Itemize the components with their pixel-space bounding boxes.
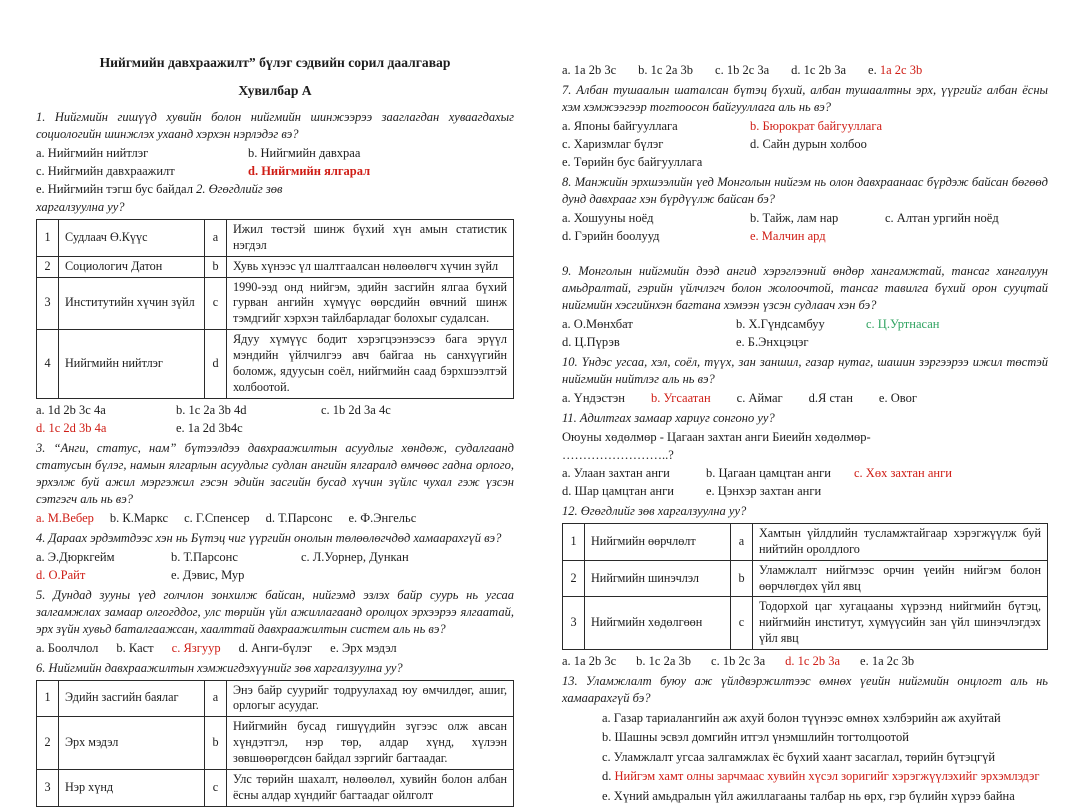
question-8-options-row-1 <box>562 210 1048 227</box>
question-8-option-c: c. Алтан ургийн ноёд <box>885 211 999 225</box>
table-row <box>563 524 1048 561</box>
row-term: Институтийн хүчин зүйл <box>59 277 205 330</box>
row-term: Нийгмийн нийтлэг <box>59 330 205 398</box>
question-6-answer-e-answer <box>868 62 922 79</box>
question-9-option-c-answer: c. Ц.Уртнасан <box>866 317 940 331</box>
question-1-stem: 1. Нийгмийн гишүүд хувийн болон нийгмийн шинжээрээ зааглагдан хуваагдахыг социологийн шинжлэх ухаанд хэрхэн нэрлэдэг вэ? <box>36 109 514 141</box>
question-12-matching-table <box>562 523 1048 650</box>
question-8-option-e-answer: e. Малчин ард <box>750 229 826 243</box>
row-description: Тодорхой цаг хугацааны хүрээнд нийгмийн бүтэц, нийгмийн институт, хүмүүсийн зан үйл шинэчлэгдэх үйл явц <box>753 597 1048 650</box>
row-term: Нийгмийн хөдөлгөөн <box>585 597 731 650</box>
left-column <box>36 54 514 810</box>
row-description: 1990-ээд онд нийгэм, эдийн засгийн ялгаа бүхий гурван ангийн хүмүүс өөрсдийн өвчний шинж тэмдгийг хэрхэн тайлбарладаг болохыг судалсан. <box>227 277 514 330</box>
question-5-option-a: a. Боолчлол <box>36 640 99 655</box>
question-1-option-d-answer: d. Нийгмийн ялгарал <box>248 163 371 178</box>
table-row <box>37 256 514 277</box>
question-2-answer-b: b. 1c 2a 3b 4d <box>176 402 247 417</box>
question-9-options-row-2 <box>562 334 1048 351</box>
row-term: Социологич Датон <box>59 256 205 277</box>
row-letter: b <box>205 256 227 277</box>
question-2-stem-inline: 2. Өгөгдлийг зөв <box>196 181 283 196</box>
question-9-option-b: b. Х.Гүндсамбуу <box>736 317 825 331</box>
question-13-option-e: e. Хүний амьдралын үйл ажиллагааны талбар нь өрх, гэр бүлийн хүрээ байна <box>602 788 1015 803</box>
question-6-answer-a: a. 1a 2b 3c <box>562 63 617 77</box>
question-2-answer-d-answer: d. 1c 2d 3b 4a <box>36 420 107 435</box>
question-9-options-row-1 <box>562 316 1048 333</box>
question-9-option-a: a. О.Мөнхбат <box>562 317 633 331</box>
question-4-stem: 4. Дараах эрдэмтдээс хэн нь Бүтэц чиг үүргийн онолын төлөөлөгчдөд хамаарахгүй вэ? <box>36 530 502 545</box>
row-term: Нэр хүнд <box>59 769 205 806</box>
row-number: 3 <box>37 277 59 330</box>
row-term: Нийгмийн шинэчлэл <box>585 560 731 597</box>
question-4-option-a: a. Э.Дюркгейм <box>36 549 115 564</box>
row-description: Уламжлалт нийгмээс орчин үеийн нийгэм болон өөрчлөгдөх үйл явц <box>753 560 1048 597</box>
question-5-options <box>36 640 514 657</box>
question-1-option-c: c. Нийгмийн давхраажилт <box>36 163 175 178</box>
question-12-answer-a: a. 1a 2b 3c <box>562 654 617 669</box>
question-1-options-row-2 <box>36 163 514 180</box>
row-number: 2 <box>37 256 59 277</box>
question-2-answer-a: a. 1d 2b 3c 4a <box>36 402 106 417</box>
question-1-option-e: e. Нийгмийн тэгш бус байдал <box>36 181 193 196</box>
question-2-answer-c: c. 1b 2d 3a 4c <box>321 402 391 417</box>
variant-label: Хувилбар А <box>238 83 312 99</box>
question-4-option-d-answer: d. О.Райт <box>36 567 86 582</box>
question-8-option-d: d. Гэрийн боолууд <box>562 229 660 243</box>
question-1-options-row-1 <box>36 145 514 162</box>
question-12-answer-e: e. 1a 2c 3b <box>860 654 915 669</box>
question-6-matching-table <box>36 680 514 807</box>
question-10-stem: 10. Үндэс угсаа, хэл, соёл, түүх, зан заншил, газар нутаг, шашин зэргээрээ ижил төстэй нийгмийн нийтлэг аль нь вэ? <box>562 355 1048 386</box>
table-row <box>37 717 514 770</box>
question-5-option-d: d. Анги-бүлэг <box>238 640 313 655</box>
row-description: Хамтын үйлдлийн тусламжтайгаар хэрэгжүүлж буй нийтийн оролдлого <box>753 524 1048 561</box>
question-12-stem: 12. Өгөгдлийг зөв харгалзуулна уу? <box>562 504 747 518</box>
question-1-options-row-3 <box>36 181 514 198</box>
question-7-option-c: c. Харизмлаг бүлэг <box>562 137 664 151</box>
question-3-option-d: d. Т.Парсонс <box>265 510 333 525</box>
row-letter: a <box>205 680 227 717</box>
row-number: 2 <box>37 717 59 770</box>
question-7-options-row-3 <box>562 154 1048 171</box>
question-12-answer-d-answer: d. 1c 2b 3a <box>785 654 841 669</box>
question-6-answer-b: b. 1c 2a 3b <box>638 63 694 77</box>
question-10-option-b-answer: b. Угсаатан <box>650 391 711 405</box>
row-letter: c <box>731 597 753 650</box>
question-13-stem: 13. Уламжлалт буюу аж үйлдвэржилтээс өмнөх үеийн нийгмийн онцлогт аль нь хамаарахгүй бэ? <box>562 674 1048 706</box>
question-7-options-row-2 <box>562 136 1048 153</box>
question-10-option-e: e. Овог <box>878 391 917 405</box>
question-8-options-row-2 <box>562 228 1048 245</box>
row-number: 2 <box>563 560 585 597</box>
question-10-option-d: d.Я стан <box>808 391 853 405</box>
answer-e-prefix: e. <box>868 63 877 77</box>
row-letter: b <box>205 717 227 770</box>
question-4-option-c: c. Л.Уорнер, Дункан <box>301 549 409 564</box>
question-13-option-d-answer <box>602 768 1048 785</box>
question-11-option-a: a. Улаан захтан анги <box>562 466 670 480</box>
row-letter: c <box>205 769 227 806</box>
row-number: 1 <box>37 680 59 717</box>
row-description: Ядуу хүмүүс бодит хэрэгцээнээсээ бага эрүүл мэндийн үйлчилгээ авч байгаа нь санхүүгийн боломж, ядуусын соёл, нийгмийн саад бэрхшээлтэй холбоотой. <box>227 330 514 398</box>
table-row <box>37 277 514 330</box>
row-term: Судлаач Ө.Күүс <box>59 219 205 256</box>
question-3-stem: 3. “Анги, статус, нам” бүтээлдээ давхраажилтын асуудлыг хөндөж, судалгаанд статусын бүлэг, намын ялгарлын асуудлыг судлан ангийн ялгаралд өмчөөс гадна орлого, эрхэлж буй ажил мэргэжил гэсэн эдийн засгийн бусад хүчин зүйлс чухал гэж үзсэн сэтгэгч аль нь вэ? <box>36 440 514 506</box>
question-8-option-a: a. Хошууны ноёд <box>562 211 654 225</box>
question-8-stem: 8. Манжийн эрхшээлийн үед Монголын нийгэм нь олон давхраанаас бүрдэж байсан бөгөөд дунд давхрааг хэн бүрдүүлж байсан бэ? <box>562 175 1048 206</box>
question-10-option-a: a. Үндэстэн <box>562 391 625 405</box>
question-3-option-e: e. Ф.Энгельс <box>348 510 417 525</box>
question-5-option-b: b. Каст <box>116 640 154 655</box>
question-3-option-b: b. К.Маркс <box>109 510 169 525</box>
question-7-stem: 7. Албан тушаалын шаталсан бүтэц бүхий, албан тушаалтны эрх, үүргийг албан ёсны хэм хэмжээгээр тогтоосон байгууллага аль нь вэ? <box>562 83 1048 114</box>
question-2-stem-continued: харгалзуулна уу? <box>36 199 125 214</box>
option-d-text: Нийгэм хамт олны зарчмаас хувийн хүсэл зоригийг хэрэгжүүлэхийг эрхэмлэдэг <box>614 769 1040 784</box>
row-letter: a <box>731 524 753 561</box>
question-4-option-e: e. Дэвис, Мур <box>171 567 245 582</box>
question-1-option-b: b. Нийгмийн давхраа <box>248 145 361 160</box>
question-2-answers-row-1 <box>36 402 514 419</box>
question-2-matching-table <box>36 219 514 399</box>
row-description: Улс төрийн шахалт, нөлөөлөл, хувийн болон албан ёсны алдар хүндийг багтаадаг ойлголт <box>227 769 514 806</box>
question-11-option-e: e. Цэнхэр захтан анги <box>706 484 822 498</box>
question-11-prompt-line-1: Оюуны хөдөлмөр - Цагаан захтан анги Биеийн хөдөлмөр- <box>562 430 871 444</box>
question-13-options <box>602 710 1048 805</box>
question-11-option-c-answer: c. Хөх захтан анги <box>854 466 952 480</box>
question-2-answer-e: e. 1a 2d 3b4c <box>176 420 243 435</box>
row-description: Энэ байр суурийг тодруулахад юу өмчилдөг, ашиг, орлогыг асуудаг. <box>227 680 514 717</box>
question-5-option-c-answer: c. Язгуур <box>171 640 221 655</box>
question-11-options-row-1 <box>562 465 1048 482</box>
question-12-answers <box>562 653 1048 670</box>
question-4-option-b: b. Т.Парсонс <box>171 549 238 564</box>
question-5-option-e: e. Эрх мэдэл <box>330 640 397 655</box>
question-6-answers <box>562 62 1048 79</box>
question-10-option-c: c. Аймаг <box>736 391 783 405</box>
row-letter: c <box>205 277 227 330</box>
row-letter: d <box>205 330 227 398</box>
right-column <box>562 54 1048 810</box>
question-3-options <box>36 510 514 527</box>
question-7-option-b-answer: b. Бюрократ байгууллага <box>750 119 883 133</box>
question-12-answer-b: b. 1c 2a 3b <box>636 654 692 669</box>
question-11-option-d: d. Шар цамцтан анги <box>562 484 674 498</box>
row-number: 4 <box>37 330 59 398</box>
row-description: Нийгмийн бусад гишүүдийн зүгээс олж авсан хүндэтгэл, нэр төр, алдар хүнд, хүлээн зөвшөөрөгдсөн байдал зэргийг багтаадаг. <box>227 717 514 770</box>
question-13-option-b: b. Шашны эсвэл домгийн итгэл үнэмшлийн тогтолцоотой <box>602 730 909 745</box>
table-row <box>563 560 1048 597</box>
row-description: Хувь хүнээс үл шалтгаалсан нөлөөлөгч хүчин зүйл <box>227 256 514 277</box>
exam-title: Нийгмийн давхраажилт” бүлэг сэдвийн сорил даалгавар <box>99 55 451 70</box>
question-13-option-a: a. Газар тариалангийн аж ахуй болон түүнээс өмнөх хэлбэрийн аж ахуйтай <box>602 710 1001 725</box>
table-row <box>37 769 514 806</box>
answer-e-value: 1a 2c 3b <box>879 63 923 77</box>
question-3-option-a-answer: a. М.Вебер <box>36 510 94 525</box>
question-4-options-row-2 <box>36 567 514 584</box>
row-description: Ижил төстэй шинж бүхий хүн амын статистик нэгдэл <box>227 219 514 256</box>
row-number: 3 <box>563 597 585 650</box>
question-11-option-b: b. Цагаан цамцтан анги <box>706 466 831 480</box>
option-d-label: d. <box>602 769 612 784</box>
question-12-answer-c: c. 1b 2c 3a <box>711 654 766 669</box>
question-6-answer-c: c. 1b 2c 3a <box>715 63 770 77</box>
row-term: Нийгмийн өөрчлөлт <box>585 524 731 561</box>
row-letter: b <box>731 560 753 597</box>
row-term: Эрх мэдэл <box>59 717 205 770</box>
question-7-options-row-1 <box>562 118 1048 135</box>
question-11-options-row-2 <box>562 483 1048 500</box>
question-6-answer-d: d. 1c 2b 3a <box>791 63 847 77</box>
table-row <box>37 330 514 398</box>
question-6-stem: 6. Нийгмийн давхраажилтын хэмжигдэхүүнийг зөв харгалзуулна уу? <box>36 660 403 675</box>
row-letter: a <box>205 219 227 256</box>
question-4-options-row-1 <box>36 549 514 566</box>
row-number: 1 <box>37 219 59 256</box>
question-2-answers-row-2 <box>36 420 514 437</box>
table-row <box>563 597 1048 650</box>
row-number: 3 <box>37 769 59 806</box>
question-11-prompt-line-2: ……………………..? <box>562 448 674 462</box>
question-9-stem: 9. Монголын нийгмийн дээд ангид хэрэглээний өндөр хангамжтай, тансаг хангалуун амьдралтай, гэрийн үйлчлэгч болон жолоочтой, тансаг тавилга бүхий орон сууцтай нийгмийн хэсгийнхэн багтана хэмээн үзсэн судлаач хэн бэ? <box>562 264 1048 312</box>
question-11-stem: 11. Адилтгах замаар хариуг сонгоно уу? <box>562 411 775 425</box>
question-9-option-d: d. Ц.Пүрэв <box>562 335 620 349</box>
question-5-stem: 5. Дундад зууны үед голчлон зонхилж байсан, нийгэмд эзлэх байр суурь нь угсаа залгамжлах замаар олгогддог, улс төрийн үйл ажиллагаанд оролцох эрхээрээ ялгаатай, эрх зүйн хувьд баталгаажсан, хаалттай давхраажилтын систем аль нь вэ? <box>36 587 514 636</box>
question-13-option-c: c. Уламжлалт угсаа залгамжлах ёс бүхий хаант засаглал, төрийн бүтэцгүй <box>602 749 996 764</box>
question-8-option-b: b. Тайж, лам нар <box>750 211 839 225</box>
row-term: Эдийн засгийн баялаг <box>59 680 205 717</box>
row-number: 1 <box>563 524 585 561</box>
question-1-option-a: a. Нийгмийн нийтлэг <box>36 145 149 160</box>
table-row <box>37 219 514 256</box>
table-row <box>37 680 514 717</box>
question-7-option-d: d. Сайн дурын холбоо <box>750 137 867 151</box>
question-9-option-e: e. Б.Энхцэцэг <box>736 335 809 349</box>
question-10-options <box>562 390 1048 407</box>
question-7-option-a: a. Японы байгууллага <box>562 119 678 133</box>
question-3-option-c: c. Г.Спенсер <box>184 510 250 525</box>
question-7-option-e: e. Төрийн бус байгууллага <box>562 155 703 169</box>
